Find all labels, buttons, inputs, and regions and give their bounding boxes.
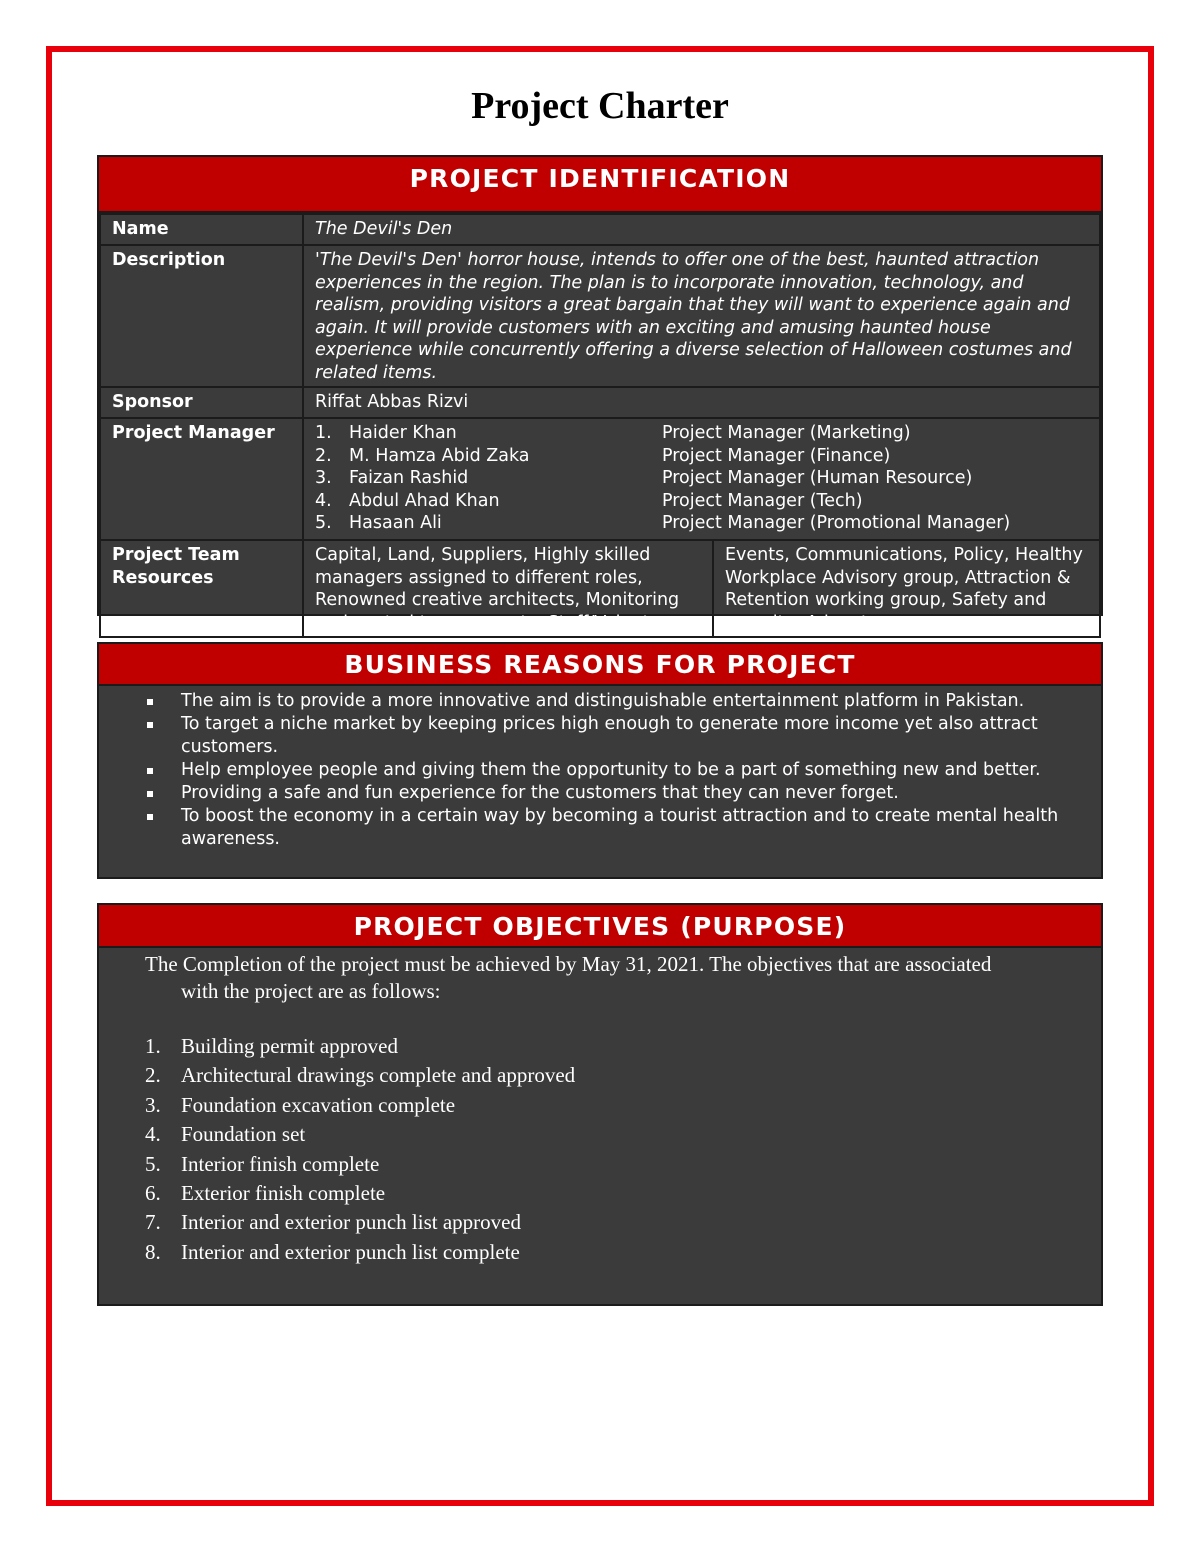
sponsor-value: Riffat Abbas Rizvi [303, 387, 1100, 418]
name-row [100, 214, 1100, 245]
list-item [145, 1061, 1093, 1090]
business-reasons-list [99, 686, 1101, 851]
sponsor-label: Sponsor [100, 387, 303, 418]
manager-row [100, 418, 1100, 540]
team-resources-right: Events, Communications, Policy, Healthy Workplace Advisory group, Attraction & Retention working group, Safety and security, Adventures. [713, 540, 1100, 637]
sponsor-row [100, 387, 1100, 418]
list-item: The aim is to provide a more innovative and distinguishable entertainment platform in Pakistan. [143, 690, 1071, 713]
manager-role: Project Manager (Tech) [662, 490, 863, 511]
objective-number: 6. [145, 1181, 161, 1206]
list-item [145, 1032, 1093, 1061]
manager-item [315, 467, 1089, 490]
objective-text: Interior and exterior punch list complete [181, 1239, 520, 1264]
manager-number: 1. [315, 423, 332, 443]
project-identification-section [97, 155, 1103, 633]
objective-number: 4. [145, 1122, 161, 1147]
objectives-intro [145, 951, 1093, 1005]
manager-name: M. Hamza Abid Zaka [349, 445, 530, 466]
list-item [145, 1091, 1093, 1120]
manager-number: 4. [315, 490, 332, 511]
objective-number: 3. [145, 1092, 161, 1117]
manager-item [315, 422, 1089, 445]
manager-role: Project Manager (Marketing) [662, 423, 911, 443]
list-item [145, 1150, 1093, 1179]
project-objectives-section [97, 903, 1103, 1306]
name-value: The Devil's Den [303, 214, 1100, 245]
objectives-intro-line1: The Completion of the project must be achieved by May 31, 2021. The objectives that are associated [145, 952, 992, 976]
manager-role: Project Manager (Promotional Manager) [662, 513, 1011, 533]
manager-role: Project Manager (Finance) [662, 445, 891, 466]
objectives-list [145, 1032, 1093, 1267]
list-item [145, 1120, 1093, 1149]
business-reasons-section [97, 642, 1103, 879]
list-item: Help employee people and giving them the opportunity to be a part of something new and better. [143, 759, 1071, 782]
description-value: 'The Devil's Den' horror house, intends to offer one of the best, haunted attraction experiences in the region. The plan is to incorporate innovation, technology, and realism, providing visitors a great bargain that they will want to experience again and again. It will provide customers with an exciting and amusing haunted house experience while concurrently offering a diverse selection of Halloween costumes and related items. [303, 245, 1100, 387]
manager-number: 2. [315, 445, 332, 466]
objective-number: 5. [145, 1151, 161, 1176]
project-identification-heading: PROJECT IDENTIFICATION [99, 157, 1101, 213]
objective-number: 1. [145, 1034, 161, 1058]
objective-number: 2. [145, 1063, 161, 1088]
list-item: Providing a safe and fun experience for the customers that they can never forget. [143, 782, 1071, 805]
objective-number: 8. [145, 1239, 161, 1264]
manager-name: Hasaan Ali [349, 513, 442, 533]
manager-item [315, 490, 1089, 513]
team-row [100, 540, 1100, 637]
manager-name: Haider Khan [349, 423, 457, 443]
business-reasons-heading: BUSINESS REASONS FOR PROJECT [99, 644, 1101, 686]
identification-table [99, 213, 1101, 638]
objective-number: 7. [145, 1210, 161, 1235]
team-label: Project Team Resources [100, 540, 303, 637]
objective-text: Interior finish complete [181, 1151, 380, 1176]
objective-text: Exterior finish complete [181, 1181, 386, 1206]
manager-name: Abdul Ahad Khan [349, 490, 500, 511]
description-label: Description [100, 245, 303, 387]
list-item [145, 1238, 1093, 1267]
team-resources-left: Capital, Land, Suppliers, Highly skilled managers assigned to different roles, Renowned creative architects, Monitoring and control team experts, Staff/Volunteers. [303, 540, 713, 637]
objective-text: Architectural drawings complete and approved [181, 1063, 576, 1088]
objective-text: Building permit approved [181, 1034, 398, 1058]
manager-number: 5. [315, 513, 332, 533]
objective-text: Interior and exterior punch list approved [181, 1210, 521, 1235]
list-item: To target a niche market by keeping prices high enough to generate more income yet also attract customers. [143, 713, 1071, 759]
objective-text: Foundation set [181, 1122, 306, 1147]
objectives-body [99, 948, 1101, 1267]
manager-label: Project Manager [100, 418, 303, 540]
manager-role: Project Manager (Human Resource) [662, 468, 973, 488]
manager-item [315, 512, 1089, 535]
manager-item [315, 445, 1089, 468]
project-objectives-heading: PROJECT OBJECTIVES (PURPOSE) [99, 905, 1101, 948]
name-label: Name [100, 214, 303, 245]
objectives-intro-line2: with the project are as follows: [181, 979, 441, 1003]
manager-name: Faizan Rashid [349, 468, 469, 488]
list-item: To boost the economy in a certain way by becoming a tourist attraction and to create mental health awareness. [143, 805, 1071, 851]
manager-list [303, 418, 1100, 540]
objective-text: Foundation excavation complete [181, 1092, 456, 1117]
page-title: Project Charter [471, 85, 729, 127]
manager-number: 3. [315, 468, 332, 488]
list-item [145, 1208, 1093, 1237]
description-row [100, 245, 1100, 387]
list-item [145, 1179, 1093, 1208]
